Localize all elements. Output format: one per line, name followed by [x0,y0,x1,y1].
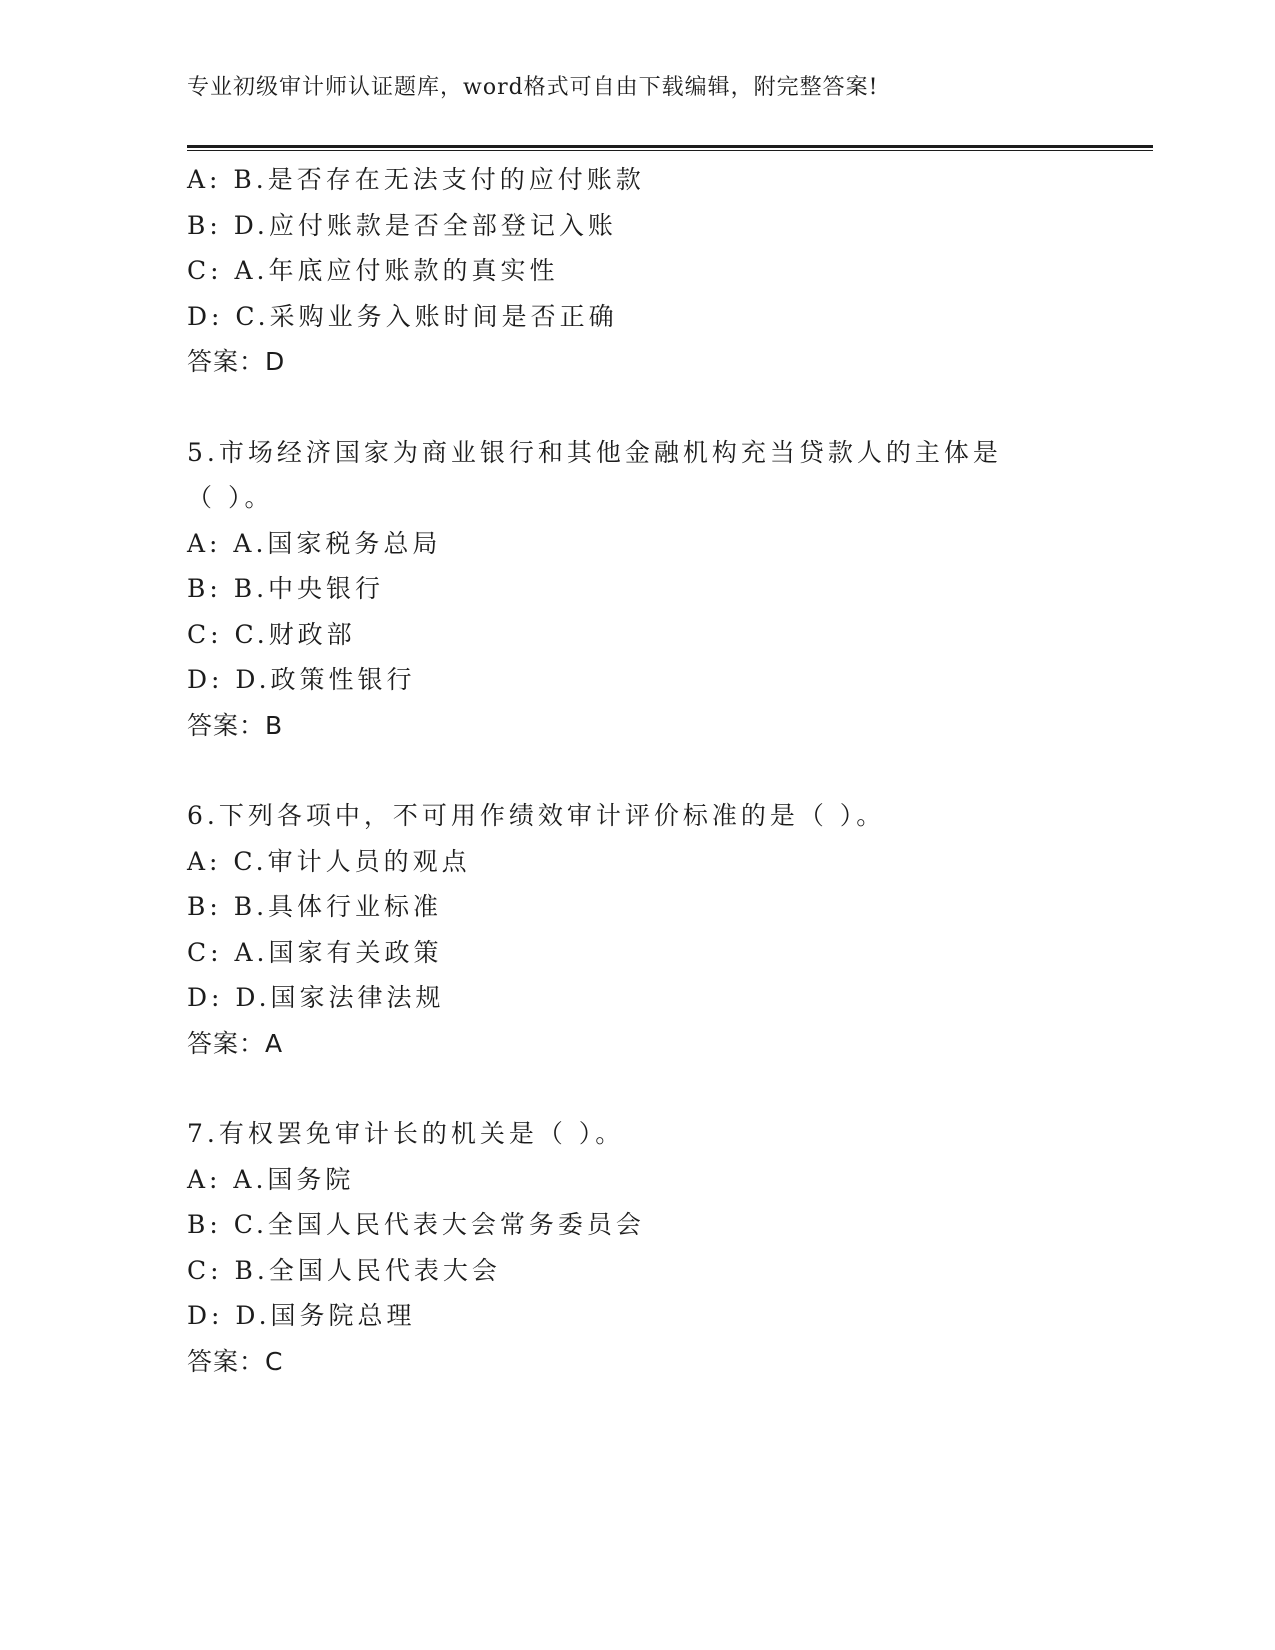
option-b: B: C.全国人民代表大会常务委员会 [187,1210,645,1239]
option-d: D: D.国家法律法规 [187,983,445,1012]
option-c: C: C.财政部 [187,619,356,649]
question-text: 6.下列各项中，不可用作绩效审计评价标准的是（ ）。 [187,801,886,830]
option-a: A: B.是否存在无法支付的应付账款 [187,165,645,194]
answer-line: 答案：A [187,1028,284,1058]
option-d: D: D.政策性银行 [187,665,416,694]
option-d: D: C.采购业务入账时间是否正确 [187,301,618,331]
header-rule-thick [187,145,1153,148]
header-rule-thin [187,150,1153,151]
question-text: 5.市场经济国家为商业银行和其他金融机构充当贷款人的主体是（ ）。 [187,437,1002,512]
option-a: A: C.审计人员的观点 [187,846,471,876]
answer-line: 答案：B [187,710,284,740]
question-block [187,430,1147,749]
option-a: A: A.国家税务总局 [187,528,442,558]
option-c: C: A.国家有关政策 [187,937,443,967]
page-header: 专业初级审计师认证题库，word格式可自由下载编辑，附完整答案! [187,75,879,100]
option-c: C: A.年底应付账款的真实性 [187,256,559,285]
option-b: B: D.应付账款是否全部登记入账 [187,210,617,240]
option-b: B: B.中央银行 [187,574,385,603]
answer-line: 答案：D [187,347,286,376]
option-d: D: D.国务院总理 [187,1301,416,1330]
option-c: C: B.全国人民代表大会 [187,1255,501,1285]
question-block [187,793,1147,1066]
question-list [187,157,1147,1384]
option-b: B: B.具体行业标准 [187,892,443,921]
answer-line: 答案：C [187,1346,284,1376]
question-block [187,157,1147,385]
question-block [187,1111,1147,1384]
question-text: 7.有权罢免审计长的机关是（ ）。 [187,1119,625,1148]
option-a: A: A.国务院 [187,1164,355,1194]
